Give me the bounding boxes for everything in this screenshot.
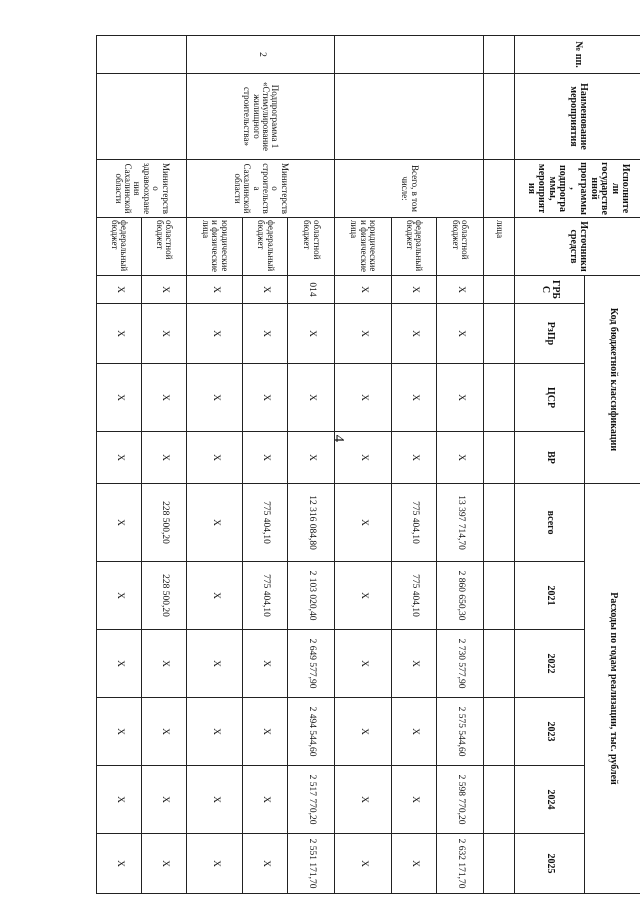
cell-csr: X <box>335 364 392 432</box>
cell-source: федеральный бюджет <box>391 218 436 276</box>
cell-vr: X <box>243 432 288 484</box>
cell-2024: X <box>391 766 436 834</box>
cell-source: юридические и физические лица <box>335 218 392 276</box>
cell-2025: X <box>97 834 142 894</box>
cell-2023: X <box>141 698 186 766</box>
table-row <box>141 36 186 894</box>
cell-executor-health: Министерство здравоохранения Сахалинской области <box>97 160 187 218</box>
cell-source: юридические и физические лица <box>186 218 243 276</box>
cell-2025: 2 632 171,70 <box>436 834 483 894</box>
cell-total: 775 404,10 <box>243 484 288 562</box>
header-rzpr: РзПр <box>514 304 585 364</box>
rotated-table-wrapper <box>96 35 640 889</box>
header-2022: 2022 <box>514 630 585 698</box>
cell-2021: X <box>186 562 243 630</box>
cell-rzpr: X <box>243 304 288 364</box>
cell-csr: X <box>186 364 243 432</box>
cell-grbs: 014 <box>288 276 335 304</box>
cell-total: X <box>335 484 392 562</box>
header-grbs: ГРБС <box>514 276 585 304</box>
cell-2024: X <box>141 766 186 834</box>
cell-total: X <box>97 484 142 562</box>
cell-2025: X <box>391 834 436 894</box>
cell-rzpr: X <box>335 304 392 364</box>
cell-2024: X <box>186 766 243 834</box>
cell-2022: X <box>391 630 436 698</box>
header-2021: 2021 <box>514 562 585 630</box>
cell-rzpr: X <box>97 304 142 364</box>
table-row <box>288 36 335 894</box>
cell-2025: X <box>335 834 392 894</box>
cell-subprogram-name: Подпрограмма 1 «Стимулирование жилищного строительства» <box>186 74 335 160</box>
cell-source: федеральный бюджет <box>243 218 288 276</box>
cell-2025: X <box>243 834 288 894</box>
cell-2023: X <box>243 698 288 766</box>
cell-2022: 2 649 577,90 <box>288 630 335 698</box>
cell-2022: 2 730 577,90 <box>436 630 483 698</box>
cell-2022: X <box>186 630 243 698</box>
cell-grbs: X <box>436 276 483 304</box>
cell-vr: X <box>97 432 142 484</box>
cell-vr: X <box>186 432 243 484</box>
cell-2024: X <box>243 766 288 834</box>
cell-2024: X <box>97 766 142 834</box>
header-source: Источники средств <box>514 218 640 276</box>
cell-total: 13 397 714,70 <box>436 484 483 562</box>
cell-2022: X <box>141 630 186 698</box>
cell-2024: 2 517 770,20 <box>288 766 335 834</box>
cell-2021: 2 103 020,40 <box>288 562 335 630</box>
header-csr: ЦСР <box>514 364 585 432</box>
header-name: Наименование мероприятия <box>514 74 640 160</box>
budget-table <box>96 35 640 894</box>
header-2024: 2024 <box>514 766 585 834</box>
cell-vr: X <box>288 432 335 484</box>
cell-vr: X <box>436 432 483 484</box>
table-row <box>483 36 514 894</box>
cell-csr: X <box>436 364 483 432</box>
cell-rzpr: X <box>288 304 335 364</box>
header-kbk: Код бюджетной классификации <box>585 276 640 484</box>
cell-csr: X <box>243 364 288 432</box>
cell-2023: 2 494 544,60 <box>288 698 335 766</box>
header-total: всего <box>514 484 585 562</box>
cell-grbs: X <box>391 276 436 304</box>
cell-2024: 2 598 770,20 <box>436 766 483 834</box>
cell-source: федеральный бюджет <box>97 218 142 276</box>
cell-vr: X <box>141 432 186 484</box>
cell-total: X <box>186 484 243 562</box>
cell-csr: X <box>141 364 186 432</box>
cell-vr: X <box>391 432 436 484</box>
cell-grbs: X <box>97 276 142 304</box>
cell-csr: X <box>288 364 335 432</box>
cell-total: 775 404,10 <box>391 484 436 562</box>
cell-2023: X <box>186 698 243 766</box>
cell-rzpr: X <box>186 304 243 364</box>
cell-2021: 2 860 650,30 <box>436 562 483 630</box>
cell-csr: X <box>391 364 436 432</box>
header-2023: 2023 <box>514 698 585 766</box>
header-expenses: Расходы по годам реализации, тыс. рублей <box>585 484 640 894</box>
cell-source: областной бюджет <box>141 218 186 276</box>
cell-executor-construction: Министерство строительства Сахалинской области <box>186 160 335 218</box>
cell-2021: 775 404,10 <box>243 562 288 630</box>
cell-2024: X <box>335 766 392 834</box>
cell-2025: X <box>186 834 243 894</box>
header-num: № пп. <box>514 36 640 74</box>
cell-2022: X <box>335 630 392 698</box>
cell-total: 228 500,20 <box>141 484 186 562</box>
cell-2025: X <box>141 834 186 894</box>
header-2025: 2025 <box>514 834 585 894</box>
cell-source: областной бюджет <box>436 218 483 276</box>
cell-2021: X <box>97 562 142 630</box>
header-vr: ВР <box>514 432 585 484</box>
cell-2023: X <box>391 698 436 766</box>
cell-rzpr: X <box>436 304 483 364</box>
cell-2022: X <box>97 630 142 698</box>
cell-grbs: X <box>243 276 288 304</box>
cell-grbs: X <box>335 276 392 304</box>
cell-2023: X <box>335 698 392 766</box>
cell-source: областной бюджет <box>288 218 335 276</box>
cell-2022: X <box>243 630 288 698</box>
cell-source: лица <box>483 218 514 276</box>
cell-2021: 775 404,10 <box>391 562 436 630</box>
page-number: 4 <box>330 434 347 443</box>
cell-executor-total: Всего, в том числе: <box>335 160 484 218</box>
header-executor: Исполнители государственной программы, подпрограммы, мероприятия <box>514 160 640 218</box>
cell-rzpr: X <box>141 304 186 364</box>
cell-total: 12 316 084,80 <box>288 484 335 562</box>
table-row <box>436 36 483 894</box>
cell-vr: X <box>335 432 392 484</box>
cell-2025: 2 551 171,70 <box>288 834 335 894</box>
cell-grbs: X <box>141 276 186 304</box>
cell-grbs: X <box>186 276 243 304</box>
cell-csr: X <box>97 364 142 432</box>
cell-2023: 2 575 544,60 <box>436 698 483 766</box>
cell-rzpr: X <box>391 304 436 364</box>
cell-2021: X <box>335 562 392 630</box>
cell-2021: 228 500,20 <box>141 562 186 630</box>
cell-num: 2 <box>186 36 335 74</box>
cell-2023: X <box>97 698 142 766</box>
